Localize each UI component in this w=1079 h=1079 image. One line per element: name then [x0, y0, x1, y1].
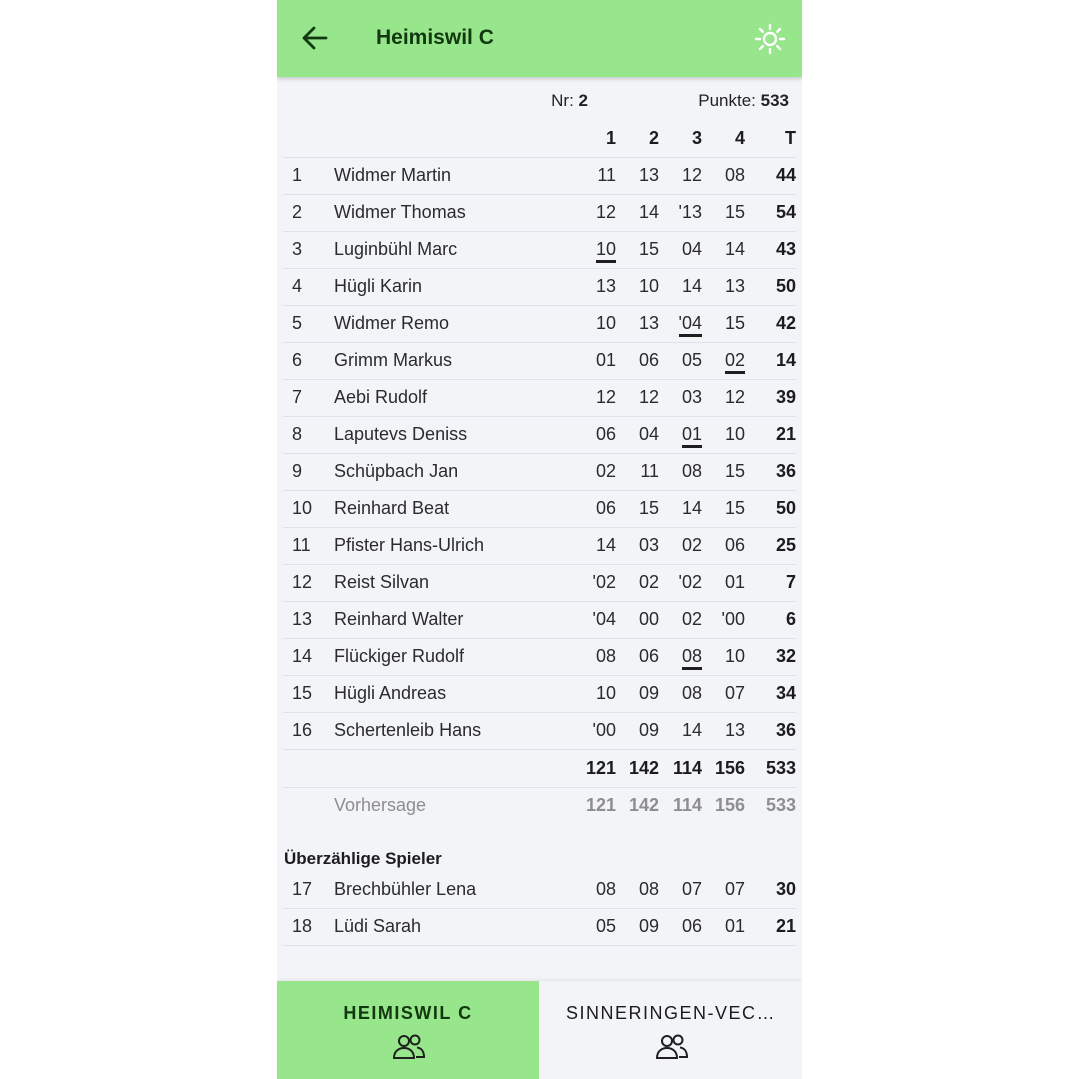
nr-label: Nr: [551, 91, 574, 110]
best-score-underline: 02 [725, 350, 745, 374]
player-total: 7 [785, 572, 796, 592]
round-score [682, 646, 702, 666]
total-value: 156 [714, 758, 745, 778]
player-total: 30 [775, 879, 796, 899]
table-row[interactable] [283, 908, 796, 946]
round-score: 08 [595, 879, 616, 899]
player-total: 36 [775, 720, 796, 740]
round-score: '13 [678, 202, 702, 222]
column-header: 4 [734, 128, 745, 148]
round-score: '00 [721, 609, 745, 629]
player-name: Hügli Karin [334, 276, 423, 296]
best-score-underline: 01 [682, 424, 702, 448]
round-score: 05 [681, 350, 702, 370]
player-rank: 13 [292, 609, 313, 629]
player-name: Widmer Remo [334, 313, 450, 333]
player-total: 43 [775, 239, 796, 259]
player-total: 6 [785, 609, 796, 629]
prediction-value: 121 [585, 795, 616, 815]
table-row[interactable] [283, 379, 796, 417]
round-score: 10 [595, 313, 616, 333]
round-score [679, 313, 702, 333]
round-score: 11 [597, 165, 616, 185]
round-score: '04 [592, 609, 616, 629]
table-row[interactable] [283, 871, 796, 909]
round-score: 15 [724, 498, 745, 518]
best-score-underline: 08 [682, 646, 702, 670]
round-score: 12 [595, 202, 616, 222]
player-name: Lüdi Sarah [334, 916, 422, 936]
app-bar [277, 0, 802, 77]
player-total: 39 [775, 387, 796, 407]
tab-label: HEIMISWIL C [343, 1003, 473, 1023]
round-score: 12 [724, 387, 745, 407]
table-row[interactable] [283, 527, 796, 565]
player-total: 21 [775, 916, 796, 936]
round-score: 02 [681, 535, 702, 555]
player-name: Widmer Thomas [334, 202, 466, 222]
column-header: 1 [605, 128, 616, 148]
player-rank: 12 [292, 572, 313, 592]
round-score: 01 [724, 572, 745, 592]
table-row[interactable] [283, 453, 796, 491]
player-name: Widmer Martin [334, 165, 452, 185]
round-score: 06 [638, 350, 659, 370]
tab-home-team[interactable] [277, 981, 539, 1079]
round-score: 06 [724, 535, 745, 555]
round-score: 06 [595, 424, 616, 444]
round-score: 13 [638, 165, 659, 185]
round-score: 08 [681, 461, 702, 481]
round-score: 08 [724, 165, 745, 185]
prediction-row [283, 787, 796, 824]
round-score: 12 [595, 387, 616, 407]
round-score: 10 [724, 424, 745, 444]
player-name: Flückiger Rudolf [334, 646, 465, 666]
round-score: 15 [638, 239, 659, 259]
player-total: 36 [775, 461, 796, 481]
player-rank: 4 [292, 276, 303, 296]
player-total: 34 [775, 683, 796, 703]
tab-away-team[interactable] [540, 981, 802, 1079]
round-score: 01 [724, 916, 745, 936]
round-score: 06 [681, 916, 702, 936]
round-score: 03 [681, 387, 702, 407]
player-name: Brechbühler Lena [334, 879, 477, 899]
table-row[interactable] [283, 638, 796, 676]
round-score: 13 [724, 720, 745, 740]
round-score: 07 [681, 879, 702, 899]
player-rank: 17 [292, 879, 313, 899]
column-header-row [283, 120, 796, 158]
nr-value: 2 [578, 91, 588, 110]
total-value: 142 [628, 758, 659, 778]
tab-label: SINNERINGEN-VEC… [565, 1003, 777, 1023]
column-header: 3 [691, 128, 702, 148]
table-row[interactable] [283, 268, 796, 306]
best-score-underline: '04 [679, 313, 702, 337]
round-score: 10 [638, 276, 659, 296]
round-score: 10 [595, 683, 616, 703]
player-name: Schertenleib Hans [334, 720, 482, 740]
round-score: 15 [724, 461, 745, 481]
grand-total: 533 [765, 758, 796, 778]
table-row[interactable] [283, 231, 796, 269]
round-score: 08 [638, 879, 659, 899]
player-rank: 7 [292, 387, 303, 407]
player-rank: 2 [292, 202, 303, 222]
round-score: 09 [638, 720, 659, 740]
player-total: 50 [775, 498, 796, 518]
player-name: Reinhard Walter [334, 609, 464, 629]
prediction-value: 156 [714, 795, 745, 815]
team-number [551, 91, 588, 111]
round-score: 08 [681, 683, 702, 703]
best-score-underline: 10 [596, 239, 616, 263]
table-row[interactable] [283, 490, 796, 528]
round-score: 12 [638, 387, 659, 407]
prediction-label: Vorhersage [334, 795, 427, 815]
page-title: Heimiswil C [376, 26, 494, 49]
arrow-left-icon[interactable] [299, 22, 331, 54]
round-score: 15 [724, 202, 745, 222]
round-score: 13 [595, 276, 616, 296]
table-row[interactable] [283, 305, 796, 343]
round-score: 02 [638, 572, 659, 592]
punkte-label: Punkte: [698, 91, 756, 110]
round-score: 13 [638, 313, 659, 333]
player-total: 54 [775, 202, 796, 222]
player-name: Aebi Rudolf [334, 387, 428, 407]
round-score: 07 [724, 879, 745, 899]
player-rank: 16 [292, 720, 313, 740]
phone-screen [277, 0, 802, 1079]
round-score: '00 [592, 720, 616, 740]
round-score: 04 [638, 424, 659, 444]
player-name: Luginbühl Marc [334, 239, 458, 259]
round-score: '02 [678, 572, 702, 592]
round-score: 05 [595, 916, 616, 936]
prediction-total: 533 [765, 795, 796, 815]
total-value: 114 [672, 758, 702, 778]
round-score: 02 [595, 461, 616, 481]
column-header: T [785, 128, 796, 148]
player-name: Hügli Andreas [334, 683, 447, 703]
extra-players-heading: Überzählige Spieler [284, 849, 442, 868]
player-rank: 6 [292, 350, 303, 370]
player-rank: 3 [292, 239, 303, 259]
round-score: 13 [724, 276, 745, 296]
round-score: 02 [681, 609, 702, 629]
round-score: 12 [681, 165, 702, 185]
round-score: 14 [638, 202, 659, 222]
round-score: 15 [724, 313, 745, 333]
table-row[interactable] [283, 564, 796, 602]
round-score: 07 [724, 683, 745, 703]
table-row[interactable] [283, 712, 796, 750]
round-score: 10 [724, 646, 745, 666]
player-total: 50 [775, 276, 796, 296]
player-rank: 1 [292, 165, 303, 185]
table-row[interactable] [283, 675, 796, 713]
column-header: 2 [648, 128, 659, 148]
player-rank: 10 [292, 498, 313, 518]
player-rank: 11 [292, 535, 311, 555]
round-score: 06 [638, 646, 659, 666]
team-icon [392, 1033, 426, 1061]
round-score: 09 [638, 683, 659, 703]
player-total: 21 [775, 424, 796, 444]
table-row[interactable] [283, 416, 796, 454]
table-row[interactable] [283, 342, 796, 380]
round-score: 00 [638, 609, 659, 629]
player-rank: 5 [292, 313, 303, 333]
player-name: Grimm Markus [334, 350, 452, 370]
table-row[interactable] [283, 157, 796, 195]
player-total: 44 [775, 165, 796, 185]
table-row[interactable] [283, 194, 796, 232]
round-score: 14 [724, 239, 745, 259]
round-score: 14 [681, 498, 702, 518]
round-score: 08 [595, 646, 616, 666]
round-score: 04 [681, 239, 702, 259]
round-score: '02 [592, 572, 616, 592]
round-score: 15 [638, 498, 659, 518]
round-score: 14 [681, 276, 702, 296]
player-rank: 18 [292, 916, 313, 936]
round-score: 11 [640, 461, 659, 481]
player-name: Reinhard Beat [334, 498, 450, 518]
punkte-value: 533 [760, 91, 789, 110]
player-name: Schüpbach Jan [334, 461, 459, 481]
player-name: Pfister Hans-Ulrich [334, 535, 485, 555]
bottom-navigation [277, 981, 802, 1079]
player-total: 32 [775, 646, 796, 666]
round-score [596, 239, 616, 259]
player-name: Reist Silvan [334, 572, 430, 592]
round-score: 06 [595, 498, 616, 518]
player-rank: 14 [292, 646, 313, 666]
player-total: 42 [775, 313, 796, 333]
team-points [698, 91, 789, 111]
player-total: 14 [775, 350, 796, 370]
player-rank: 9 [292, 461, 303, 481]
round-score: 14 [681, 720, 702, 740]
round-score: 03 [638, 535, 659, 555]
player-total: 25 [775, 535, 796, 555]
round-score: 09 [638, 916, 659, 936]
table-row[interactable] [283, 601, 796, 639]
team-icon [655, 1033, 689, 1061]
totals-row [283, 750, 796, 788]
prediction-value: 142 [628, 795, 659, 815]
round-score [725, 350, 745, 370]
player-rank: 8 [292, 424, 303, 444]
player-rank: 15 [292, 683, 313, 703]
total-value: 121 [585, 758, 616, 778]
prediction-value: 114 [672, 795, 702, 815]
round-score [682, 424, 702, 444]
round-score: 14 [595, 535, 616, 555]
sun-icon[interactable] [754, 23, 786, 55]
player-name: Laputevs Deniss [334, 424, 468, 444]
round-score: 01 [595, 350, 616, 370]
